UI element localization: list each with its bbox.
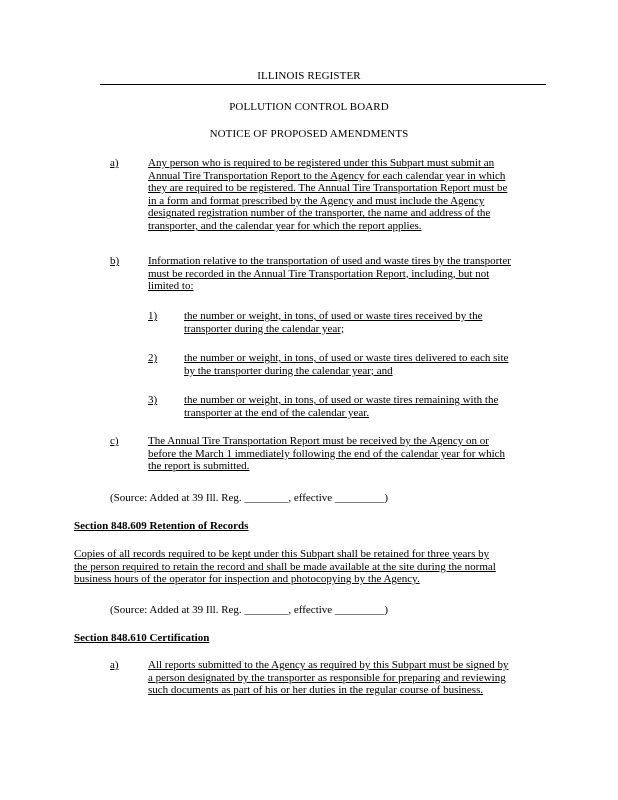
text-line: Copies of all records required to be kept under this Subpart shall be retained for three years by (74, 548, 490, 560)
text-line: limited to: (148, 280, 194, 293)
notice-title: NOTICE OF PROPOSED AMENDMENTS (209, 128, 409, 140)
item-3-text (184, 394, 544, 419)
text-line: the person required to retain the record and shall be made available at the site during the normal (74, 560, 496, 573)
text-line: the number or weight, in tons, of used or waste tires delivered to each site (184, 352, 509, 364)
text-line: the number or weight, in tons, of used or waste tires received by the (184, 310, 483, 322)
text-line: transporter during the calendar year; (184, 322, 345, 335)
section-610-heading: Section 848.610 Certification (74, 632, 210, 644)
text-line: transporter at the end of the calendar year. (184, 406, 370, 419)
text-line: Annual Tire Transportation Report to the Agency for each calendar year in which (148, 169, 506, 182)
text-line: by the transporter during the calendar year; and (184, 364, 393, 377)
text-line: designated registration number of the transporter, the name and address of the (148, 207, 491, 220)
text-line: must be recorded in the Annual Tire Transportation Report, including, but not (148, 267, 490, 280)
subsection-c-label: c) (110, 435, 119, 447)
text-line: transporter, and the calendar year for which the report applies. (148, 219, 422, 232)
register-title: ILLINOIS REGISTER (257, 70, 361, 82)
subsection-c-text (148, 435, 544, 473)
item-2-label: 2) (148, 352, 158, 364)
text-line: the number or weight, in tons, of used or waste tires remaining with the (184, 394, 499, 406)
source-note: (Source: Added at 39 Ill. Reg. ________, effective _________) (110, 604, 389, 616)
section-610-a-label: a) (110, 659, 119, 671)
subsection-b-label: b) (110, 255, 120, 267)
section-610-a-text (148, 659, 544, 697)
board-title: POLLUTION CONTROL BOARD (229, 101, 389, 113)
item-2-text (184, 352, 544, 377)
subsection-a-text (148, 157, 544, 233)
text-line: a person designated by the transporter as responsible for preparing and reviewing (148, 671, 506, 684)
text-line: before the March 1 immediately following the end of the calendar year for which (148, 447, 506, 460)
item-3-label: 3) (148, 394, 158, 406)
text-line: All reports submitted to the Agency as required by this Subpart must be signed by (148, 659, 509, 671)
text-line: they are required to be registered. The Annual Tire Transportation Report must be (148, 182, 508, 195)
text-line: Any person who is required to be registered under this Subpart must submit an (148, 157, 495, 169)
header-rule (100, 84, 546, 85)
text-line: The Annual Tire Transportation Report must be received by the Agency on or (148, 435, 489, 447)
section-609-heading: Section 848.609 Retention of Records (74, 520, 249, 532)
text-line: Information relative to the transportation of used and waste tires by the transporter (148, 255, 511, 267)
item-1-label: 1) (148, 310, 158, 322)
item-1-text (184, 310, 544, 335)
text-line: in a form and format prescribed by the Agency and must include the Agency (148, 194, 485, 207)
section-609-text (74, 548, 544, 586)
subsection-b-text (148, 255, 544, 293)
text-line: such documents as part of his or her duties in the regular course of business. (148, 684, 484, 697)
subsection-a-label: a) (110, 157, 119, 169)
source-note: (Source: Added at 39 Ill. Reg. ________, effective _________) (110, 492, 389, 504)
text-line: the report is submitted. (148, 460, 250, 473)
text-line: business hours of the operator for inspection and photocopying by the Agency. (74, 573, 420, 586)
